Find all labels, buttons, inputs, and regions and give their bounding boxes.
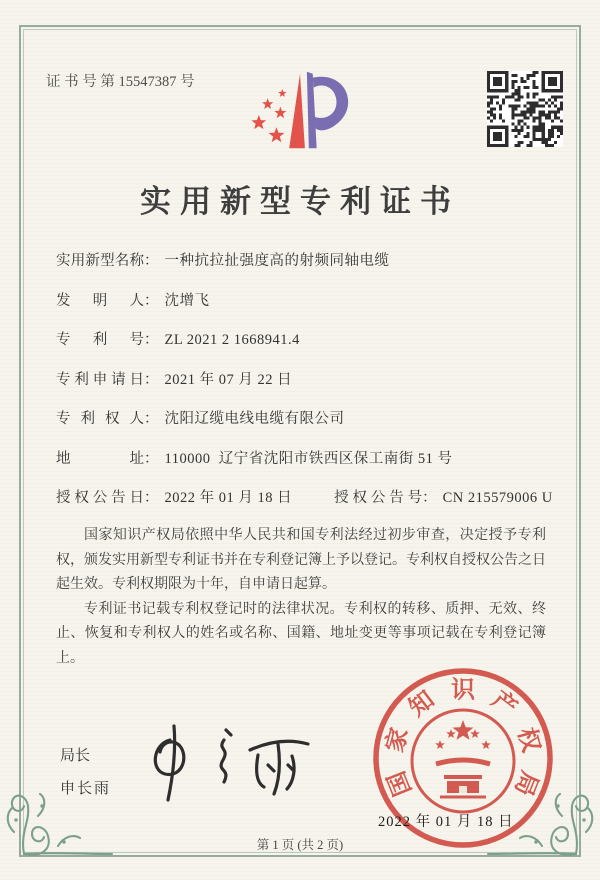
field-label: 专利号 (56, 332, 144, 348)
svg-text:局: 局 (509, 767, 543, 800)
certificate-number: 证 书 号 第 15547387 号 (46, 74, 195, 90)
field-label: 专利申请日 (56, 371, 144, 388)
field-row-grant (56, 487, 553, 510)
corner-flourish-icon (4, 762, 114, 874)
field-value: ZL 2021 2 1668941.4 (164, 332, 300, 348)
field-label: 地址 (56, 450, 144, 467)
handwritten-signature (138, 720, 328, 812)
field-colon: ： (144, 253, 159, 269)
field-row-patent-no (56, 329, 548, 352)
qr-code (487, 71, 563, 147)
field-colon: ： (144, 371, 159, 388)
field-colon: ： (144, 292, 159, 309)
field-row-name (56, 250, 548, 273)
field-label: 专利权人 (56, 411, 144, 427)
svg-text:产: 产 (486, 686, 522, 722)
certificate-title: 实用新型专利证书 (140, 184, 460, 219)
grant-date-value: 2022 年 01 月 18 日 (164, 490, 293, 506)
field-colon: ： (144, 450, 159, 467)
field-colon: ： (144, 332, 159, 348)
legal-text (56, 524, 546, 671)
field-row-filing-date (56, 369, 548, 392)
legal-paragraph-2: 专利证书记载专利权登记时的法律状况。专利权的转移、质押、无效、终止、恢复和专利权人的姓名或名称、国籍、地址变更等事项记载在专利登记簿上。 (56, 601, 546, 666)
field-list (56, 250, 553, 527)
field-value: 沈增飞 (164, 292, 210, 309)
legal-paragraph-1: 国家知识产权局依照中华人民共和国专利法经过初步审查，决定授予专利权，颁发实用新型专利证书并在专利登记簿上予以登记。专利权自授权公告之日起生效。专利权期限为十年，自申请日起算。 (56, 528, 546, 592)
field-label: 发明人 (56, 292, 144, 309)
grant-date-label: 授权公告日 (56, 490, 144, 506)
field-value: 一种抗拉扯强度高的射频同轴电缆 (164, 253, 390, 269)
svg-text:权: 权 (512, 725, 544, 756)
field-value: 2021 年 07 月 22 日 (164, 371, 293, 388)
svg-text:识: 识 (451, 677, 475, 704)
field-colon: ： (144, 411, 159, 427)
commissioner-title: 局长 (60, 748, 91, 764)
grant-no-value: CN 215579006 U (442, 490, 553, 506)
field-colon: ： (144, 490, 159, 506)
field-label: 实用新型名称 (56, 253, 144, 269)
field-value: 110000 辽宁省沈阳市铁西区保工南街 51 号 (164, 450, 453, 467)
field-row-patentee (56, 408, 548, 431)
field-colon: ： (422, 490, 437, 506)
corner-flourish-icon (486, 762, 596, 874)
cnipa-logo-icon (242, 62, 358, 162)
seal-date: 2022 年 01 月 18 日 (378, 814, 514, 830)
svg-text:知: 知 (404, 686, 440, 722)
grant-no-label: 授权公告号 (334, 490, 423, 506)
field-row-address (56, 448, 548, 471)
field-row-inventor (56, 290, 548, 313)
svg-text:家: 家 (382, 725, 414, 756)
page-number: 第 1 页 (共 2 页) (256, 838, 344, 852)
commissioner-name: 申长雨 (60, 781, 112, 797)
field-value: 沈阳辽缆电线电缆有限公司 (164, 411, 345, 427)
svg-text:国: 国 (383, 767, 417, 800)
